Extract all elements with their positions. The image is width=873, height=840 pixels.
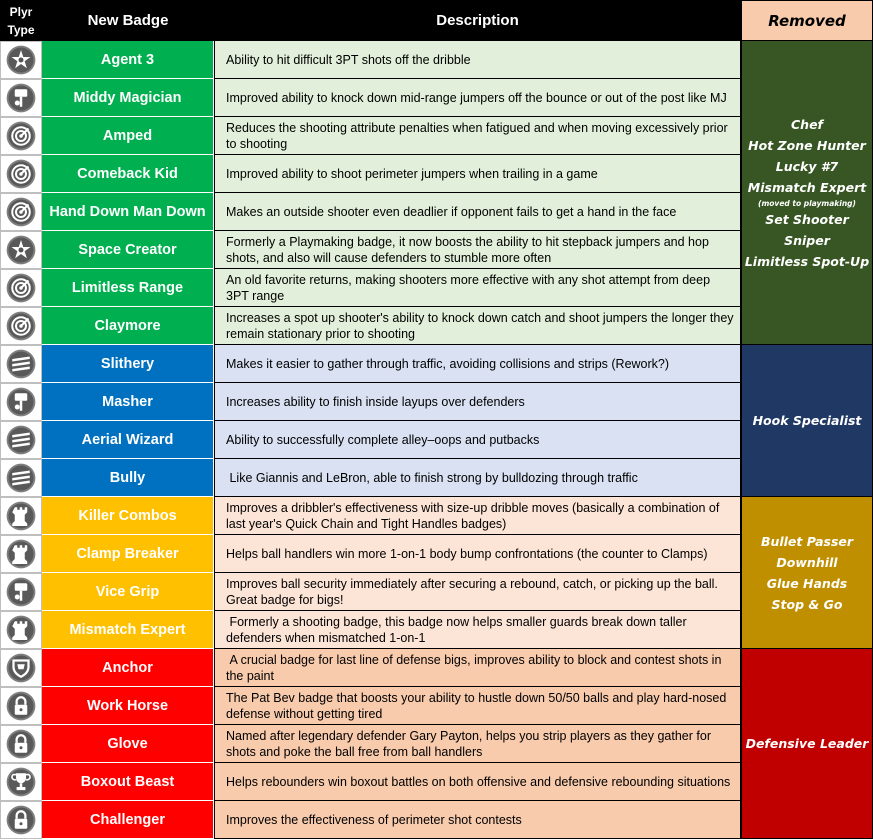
badge-description: Makes an outside shooter even deadlier if opponent fails to get a hand in the face [214,193,741,231]
removed-badge: Downhill [776,554,838,570]
header-type-line2: Type [7,22,35,37]
badge-name: Vice Grip [42,573,214,611]
badge-description: Named after legendary defender Gary Payton, helps you strip players as they gather for shots and poke the ball free from ball handlers [214,725,741,763]
badge-name: Killer Combos [42,497,214,535]
badge-description: Ability to successfully complete alley–oops and putbacks [214,421,741,459]
shooting-star-icon [6,45,36,75]
badge-name: Masher [42,383,214,421]
badge-description: Improved ability to shoot perimeter jumpers when trailing in a game [214,155,741,193]
table-row [0,193,741,231]
table-row [0,345,741,383]
table-row [0,41,741,79]
badge-name: Boxout Beast [42,763,214,801]
removed-badge: Chef [791,116,823,132]
table-row [0,687,741,725]
table-row [0,573,741,611]
player-type-cell [0,649,42,687]
chess-rook-icon [6,539,36,569]
badge-description: Increases a spot up shooter's ability to knock down catch and shoot jumpers the longer they remain stationary prior to shooting [214,307,741,345]
target-icon [6,311,36,341]
badge-description: An old favorite returns, making shooters more effective with any shot attempt from deep 3PT range [214,269,741,307]
table-row [0,459,741,497]
table-row [0,155,741,193]
badge-name: Claymore [42,307,214,345]
badge-description: Formerly a shooting badge, this badge now helps smaller guards break down taller defenders when mismatched 1-on-1 [214,611,741,649]
padlock-icon [6,805,36,835]
target-icon [6,273,36,303]
target-icon [6,197,36,227]
badge-name: Work Horse [42,687,214,725]
padlock-icon [6,729,36,759]
player-type-cell [0,725,42,763]
badge-name: Clamp Breaker [42,535,214,573]
player-type-cell [0,611,42,649]
removed-badge: Sniper [784,232,830,248]
player-type-cell [0,79,42,117]
badge-name: Slithery [42,345,214,383]
removed-badge: Set Shooter [765,211,849,227]
player-type-cell [0,801,42,839]
badge-description: Helps rebounders win boxout battles on both offensive and defensive rebounding situations [214,763,741,801]
badge-description: The Pat Bev badge that boosts your ability to hustle down 50/50 balls and play hard-nosed defense without getting tired [214,687,741,725]
badge-name: Comeback Kid [42,155,214,193]
table-row [0,383,741,421]
removed-badge: Mismatch Expert [747,179,867,195]
table-row [0,269,741,307]
table-row [0,79,741,117]
chess-rook-icon [6,615,36,645]
removed-badge: Lucky #7 [775,158,839,174]
badge-description: Increases ability to finish inside layups over defenders [214,383,741,421]
table-row [0,497,741,535]
badge-name: Mismatch Expert [42,611,214,649]
removed-badge: Glue Hands [766,575,848,591]
table-row [0,307,741,345]
removed-badge: Bullet Passer [760,533,854,549]
player-type-cell [0,269,42,307]
removed-badge: Hot Zone Hunter [748,137,866,153]
player-type-cell [0,687,42,725]
table-row [0,763,741,801]
table-row [0,231,741,269]
table-row [0,725,741,763]
badge-description: Makes it easier to gather through traffic, avoiding collisions and strips (Rework?) [214,345,741,383]
player-type-cell [0,231,42,269]
badge-description: Improves ball security immediately after securing a rebound, catch, or picking up the ball. Great badge for bigs! [214,573,741,611]
removed-group-defense [741,649,873,839]
badge-name: Middy Magician [42,79,214,117]
player-type-cell [0,535,42,573]
badge-name: Agent 3 [42,41,214,79]
table-row [0,801,741,839]
player-type-cell [0,573,42,611]
badge-description: Like Giannis and LeBron, able to finish strong by bulldozing through traffic [214,459,741,497]
removed-group-finishing [741,345,873,497]
player-type-cell [0,459,42,497]
table-row [0,117,741,155]
badge-description: Helps ball handlers win more 1-on-1 body bump confrontations (the counter to Clamps) [214,535,741,573]
target-icon [6,159,36,189]
badge-description: Ability to hit difficult 3PT shots off the dribble [214,41,741,79]
shooting-star-icon [6,235,36,265]
badge-name: Amped [42,117,214,155]
slasher-icon [6,349,36,379]
badge-name: Limitless Range [42,269,214,307]
player-type-cell [0,155,42,193]
badge-name: Bully [42,459,214,497]
badge-description: A crucial badge for last line of defense bigs, improves ability to block and contest shots in the paint [214,649,741,687]
player-type-cell [0,117,42,155]
slasher-icon [6,463,36,493]
player-type-cell [0,497,42,535]
removed-badge: Defensive Leader [745,736,869,751]
target-icon [6,121,36,151]
header-removed: Removed [741,0,873,41]
badge-name: Anchor [42,649,214,687]
header-type-line1: Plyr [9,4,33,19]
badge-name: Challenger [42,801,214,839]
player-type-cell [0,307,42,345]
player-type-cell [0,41,42,79]
post-scorer-icon [6,387,36,417]
table-row [0,535,741,573]
header-description: Description [214,0,741,41]
removed-group-playmaking [741,497,873,649]
removed-badge: Hook Specialist [752,413,862,428]
player-type-cell [0,345,42,383]
removed-badge: Stop & Go [771,596,843,612]
player-type-cell [0,763,42,801]
player-type-cell [0,421,42,459]
player-type-cell [0,383,42,421]
shield-icon [6,653,36,683]
post-scorer-icon [6,83,36,113]
table-row [0,421,741,459]
header-player-type [0,0,42,41]
badge-description: Formerly a Playmaking badge, it now boosts the ability to hit stepback jumpers and hop shots, and also will cause defenders to stumble more often [214,231,741,269]
header-new-badge: New Badge [42,0,214,41]
badge-name: Aerial Wizard [42,421,214,459]
player-type-cell [0,193,42,231]
removed-note: (moved to playmaking) [758,198,856,208]
table-row [0,611,741,649]
padlock-icon [6,691,36,721]
badge-name: Hand Down Man Down [42,193,214,231]
badge-description: Reduces the shooting attribute penalties when fatigued and when moving excessively prior to shooting [214,117,741,155]
badge-description: Improves the effectiveness of perimeter shot contests [214,801,741,839]
chess-rook-icon [6,501,36,531]
badge-name: Space Creator [42,231,214,269]
removed-badge: Limitless Spot-Up [744,253,870,269]
trophy-icon [6,767,36,797]
table-row [0,649,741,687]
badge-name: Glove [42,725,214,763]
badge-description: Improves a dribbler's effectiveness with size-up dribble moves (basically a combination of last year's Quick Chain and Tight Handles badges) [214,497,741,535]
slasher-icon [6,425,36,455]
post-scorer-icon [6,577,36,607]
badge-description: Improved ability to knock down mid-range jumpers off the bounce or out of the post like MJ [214,79,741,117]
removed-group-shooting [741,41,873,345]
